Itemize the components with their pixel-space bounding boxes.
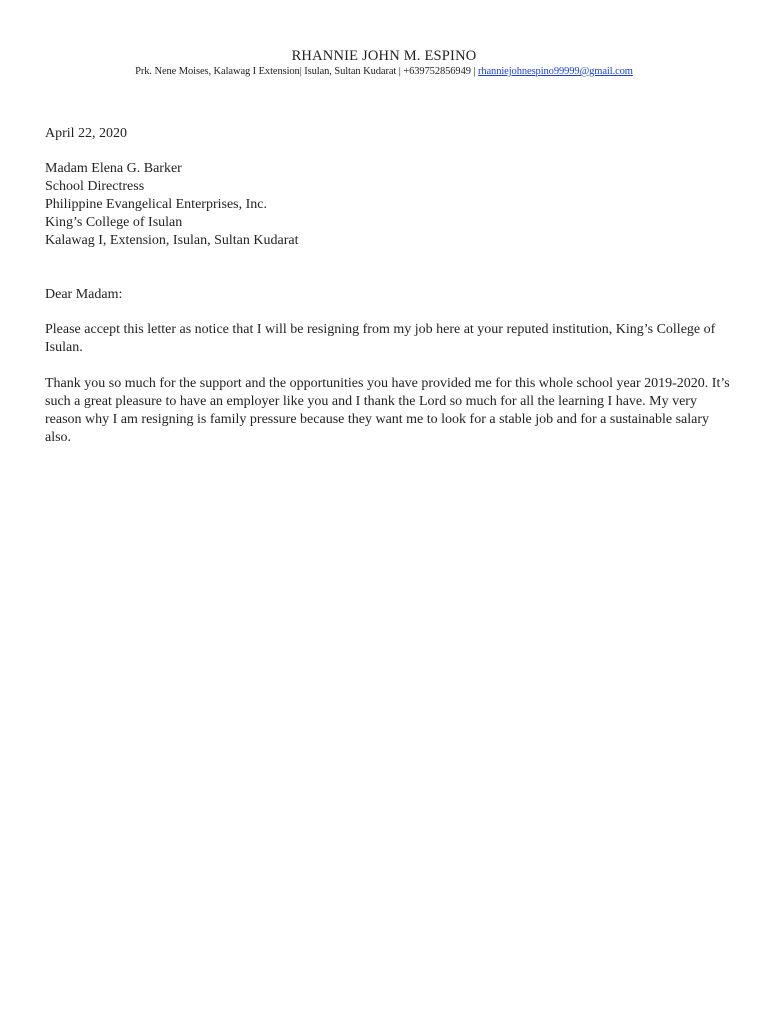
sender-name: RHANNIE JOHN M. ESPINO [291,48,477,64]
sender-address: Prk. Nene Moises, Kalawag I Extension| Isulan, Sultan Kudarat | +639752856949 | [135,66,478,77]
letterhead [0,47,768,79]
letter-date: April 22, 2020 [45,126,128,141]
recipient-school: King’s College of Isulan [45,215,183,230]
recipient-name: Madam Elena G. Barker [45,161,182,176]
sender-contact-line [0,65,768,79]
sender-email-link[interactable]: rhanniejohnespino99999@gmail.com [477,66,633,77]
recipient-block [45,160,735,250]
paragraph-1: Please accept this letter as notice that I will be resigning from my job here at your reputed institution, King’s College of Isulan. [45,322,716,355]
recipient-address: Kalawag I, Extension, Isulan, Sultan Kudarat [45,233,299,248]
paragraph-2: Thank you so much for the support and the opportunities you have provided me for this whole school year 2019-2020. It’s such a great pleasure to have an employer like you and I thank the Lord so much for all the learning I have. My very reason why I am resigning is family pressure because they want me to look for a stable job and for a sustainable salary also. [45,376,730,445]
recipient-organization: Philippine Evangelical Enterprises, Inc. [45,197,267,212]
recipient-title: School Directress [45,179,145,194]
salutation: Dear Madam: [45,287,123,302]
